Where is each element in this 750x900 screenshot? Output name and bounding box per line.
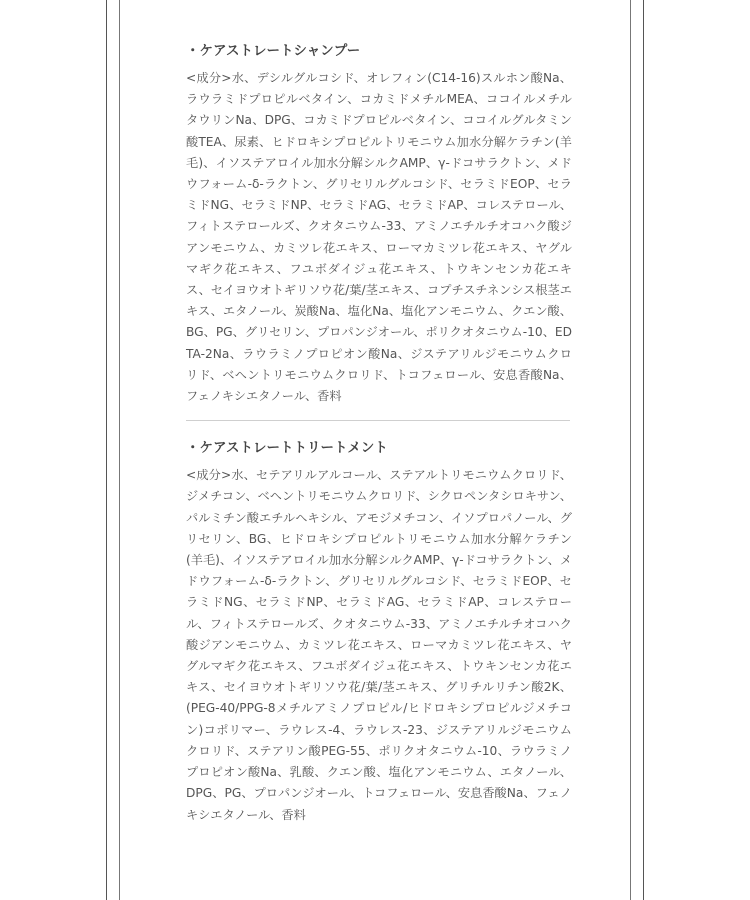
- ingredients-content: [186, 40, 572, 826]
- section-divider: [186, 420, 570, 421]
- shampoo-title: ・ケアストレートシャンプー: [186, 43, 361, 59]
- shampoo-ingredients: <成分>水、デシルグルコシド、オレフィン(C14-16)スルホン酸Na、ラウラミドプロピルベタイン、コカミドメチルMEA、ココイルメチルタウリンNa、DPG、コカミドプロピルベタイン、ココイルグルタミン酸TEA、尿素、ヒドロキシプロピルトリモニウム加水分解ケラチン(羊毛)、イソステアロイル加水分解シルクAMP、γ-ドコサラクトン、メドウフォーム-δ-ラクトン、グリセリルグルコシド、セラミドEOP、セラミドNG、セラミドNP、セラミドAG、セラミドAP、コレステロール、フィトステロールズ、クオタニウム-33、アミノエチルチオコハク酸ジアンモニウム、カミツレ花エキス、ローマカミツレ花エキス、ヤグルマギク花エキス、フユボダイジュ花エキス、トウキンセンカ花エキス、セイヨウオトギリソウ花/葉/茎エキス、コプチスチネンシス根茎エキス、エタノール、炭酸Na、塩化Na、塩化アンモニウム、クエン酸、BG、PG、グリセリン、プロパンジオール、ポリクオタニウム-10、EDTA-2Na、ラウラミノプロピオン酸Na、ジステアリルジモニウムクロリド、ベヘントリモニウムクロリド、トコフェロール、安息香酸Na、フェノキシエタノール、香料: [186, 71, 572, 404]
- treatment-section: [186, 437, 572, 825]
- treatment-ingredients: <成分>水、セテアリルアルコール、ステアルトリモニウムクロリド、ジメチコン、ベヘントリモニウムクロリド、シクロペンタシロキサン、パルミチン酸エチルヘキシル、アモジメチコン、イソプロパノール、グリセリン、BG、ヒドロキシプロピルトリモニウム加水分解ケラチン(羊毛)、イソステアロイル加水分解シルクAMP、γ-ドコサラクトン、メドウフォーム-δ-ラクトン、グリセリルグルコシド、セラミドEOP、セラミドNG、セラミドNP、セラミドAG、セラミドAP、コレステロール、フィトステロールズ、クオタニウム-33、アミノエチルチオコハク酸ジアンモニウム、カミツレ花エキス、ローマカミツレ花エキス、ヤグルマギク花エキス、フユボダイジュ花エキス、トウキンセンカ花エキス、セイヨウオトギリソウ花/葉/茎エキス、グリチルリチン酸2K、(PEG-40/PPG-8メチルアミノプロピル/ヒドロキシプロピルジメチコン)コポリマー、ラウレス-4、ラウレス-23、ジステアリルジモニウムクロリド、ステアリン酸PEG-55、ポリクオタニウム-10、ラウラミノプロピオン酸Na、乳酸、クエン酸、塩化アンモニウム、エタノール、DPG、PG、プロパンジオール、トコフェロール、安息香酸Na、フェノキシエタノール、香料: [186, 468, 572, 822]
- frame-border-right-outer: [643, 0, 644, 900]
- frame-border-right-inner: [630, 0, 631, 900]
- shampoo-section: [186, 40, 572, 407]
- treatment-title: ・ケアストレートトリートメント: [186, 440, 388, 457]
- frame-border-left-inner: [119, 0, 120, 900]
- frame-border-left-outer: [106, 0, 107, 900]
